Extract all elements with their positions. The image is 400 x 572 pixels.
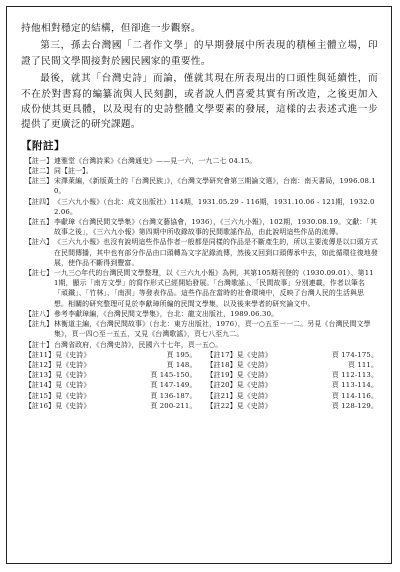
page-reference — [207, 370, 379, 380]
note-text: 李獻璋《台灣民間文學集》（台灣文藝協會，1936），《三六九小報》，102期，1930.08.19。文獻：「其故事之後」，《三六九小報》第四期中所收錄故事的民間歌謠作品，由此說明這些作品的流傳。 — [54, 218, 377, 237]
note-text: 《三六九小報》也沒有說明這些作品作者一般都是同樣的作品是不斷產生的，所以主要流傳是以口頭方式在民間傳播，其中也有部分作品由口頭轉為文字記錄流傳，然後又回到口頭傳承中去，如此循環往復地發展，使作品不斷得到豐富。 — [54, 238, 378, 267]
page-reference — [207, 380, 379, 390]
page-reference-page: 頁 195。 — [166, 350, 197, 359]
page-reference-page: 頁 200-211。 — [150, 401, 197, 410]
page-reference-label: 【註15】見《史詩》 — [25, 391, 91, 400]
note-label: 【註一】 — [25, 156, 54, 165]
note-text: 《三六九小報》（台北：成文出版社）114期，1931.05.29 - 116期，1931.10.06 - 121期，1932.02.06。 — [54, 197, 375, 216]
note-item — [21, 319, 378, 339]
note-text: 宋澤萊編，《新版黃土的「台灣民族」》，《台灣文學研究會第三期論文選》，台南：南天書局，1996.08.10。 — [54, 177, 376, 196]
page-reference-label: 【註17】見《史詩》 — [206, 350, 272, 359]
body-paragraph-3: 最後，就其「台灣史詩」而論，僅就其現在所表現出的口頭性與延續性，而不在於對書寫的編纂流與人民刻劃，或者說人們喜愛其實有所改造，之後更加入成份使其更具體，以及現有的史詩整體文學要素的發展，這樣的去表述式進一步提供了更廣泛的研究課題。 — [21, 73, 378, 131]
page-reference-grid — [21, 350, 378, 411]
page-reference-page: 頁 114-116。 — [331, 391, 378, 400]
page-reference-page: 頁 145-150。 — [150, 371, 197, 380]
body-paragraph-2: 第三，孫去台灣國「二者作文學」的早期發展中所表現的積極主體立場，印證了民間文學間接對於國民國家的重要性。 — [21, 40, 378, 67]
note-label: 【註二】 — [25, 167, 54, 176]
page-reference — [25, 370, 197, 380]
page-reference — [25, 350, 197, 360]
note-text: 參考李獻璋編，《台灣民間文學集》，台北：龍文出版社，1989.06.30。 — [54, 309, 279, 318]
note-item — [21, 309, 378, 319]
page-reference-label: 【註18】見《史詩》 — [206, 360, 272, 369]
notes-list — [21, 156, 378, 350]
note-item — [21, 237, 378, 268]
note-label: 【註八】 — [25, 309, 54, 318]
note-item — [21, 197, 378, 217]
page-reference-label: 【註13】見《史詩》 — [25, 371, 91, 380]
notes-heading: 【附註】 — [21, 139, 65, 152]
note-label: 【註四】 — [25, 197, 54, 206]
page-reference — [207, 350, 379, 360]
page-reference-page: 頁 112-113。 — [331, 371, 378, 380]
note-text: 林衡道主編，《台灣民間故事》（台北：東方出版社，1976），頁一○五至一一二。另見《台灣民間文學集》，頁一四○至一五五，又見《台灣歌謠》，頁七八至九二。 — [54, 320, 371, 339]
page-reference-label: 【註20】見《史詩》 — [206, 381, 272, 390]
page-reference-page: 頁 136-187。 — [150, 391, 197, 400]
page-reference-page: 頁 128-129。 — [331, 401, 378, 410]
page-reference — [207, 391, 379, 401]
page-reference-page: 頁 148。 — [166, 360, 197, 369]
note-label: 【註五】 — [25, 218, 54, 227]
note-text: 一九三○年代的台灣民間文學整理，以《三六九小報》為例，其第105期刊登的（1930.09.01）、第111期，顯示「南方文學」的寫作形式已經開始發展。「台灣歌謠」、「民間故事」分別連載，作者以筆名「頑鐵」、「竹林」、「南溟」等發表作品。這些作品在當時的社會環境中，反映了台灣人民的生活與思想。相關的研究整理可見於李獻璋所編的民間文學集，以及後來學者的研究論文中。 — [54, 269, 374, 308]
page-reference-page: 頁 111。 — [347, 360, 378, 369]
note-text: 同【註一】。 — [54, 167, 93, 176]
page-reference — [25, 380, 197, 390]
note-text: 台灣省政府，《台灣史詩》，民國六十七年，頁一五○。 — [54, 340, 223, 349]
note-label: 【註三】 — [25, 177, 54, 186]
body-paragraph-1: 持他相對穩定的結構，但卻進一步觀察。 — [21, 23, 201, 34]
note-label: 【註十】 — [25, 340, 54, 349]
note-item — [21, 268, 378, 309]
note-label: 【註九】 — [25, 320, 54, 329]
note-item — [21, 340, 378, 350]
page-reference-label: 【註12】見《史詩》 — [25, 360, 91, 369]
page-reference-label: 【註21】見《史詩》 — [206, 391, 272, 400]
page-reference — [207, 401, 379, 411]
note-text: 連雅堂《台灣詩乘》《台灣通史》——見一六，一九二七 04.15。 — [54, 156, 257, 165]
page-reference-label: 【註11】見《史詩》 — [25, 350, 91, 359]
page-reference-label: 【註14】見《史詩》 — [25, 381, 91, 390]
page-reference — [25, 391, 197, 401]
page-reference-page: 頁 147-149。 — [150, 381, 197, 390]
note-item — [21, 176, 378, 196]
page-reference-page: 頁 113-114。 — [331, 381, 378, 390]
page-frame — [6, 6, 392, 564]
page-reference — [25, 401, 197, 411]
page-reference — [25, 360, 197, 370]
note-item — [21, 217, 378, 237]
page-reference-label: 【註22】見《史詩》 — [206, 401, 272, 410]
note-item — [21, 166, 378, 176]
note-label: 【註七】 — [25, 269, 54, 278]
page-reference-label: 【註16】見《史詩》 — [25, 401, 91, 410]
page-reference-label: 【註19】見《史詩》 — [206, 371, 272, 380]
page-reference — [207, 360, 379, 370]
page-reference-page: 頁 174-175。 — [331, 350, 378, 359]
note-label: 【註六】 — [25, 238, 54, 247]
note-item — [21, 156, 378, 166]
